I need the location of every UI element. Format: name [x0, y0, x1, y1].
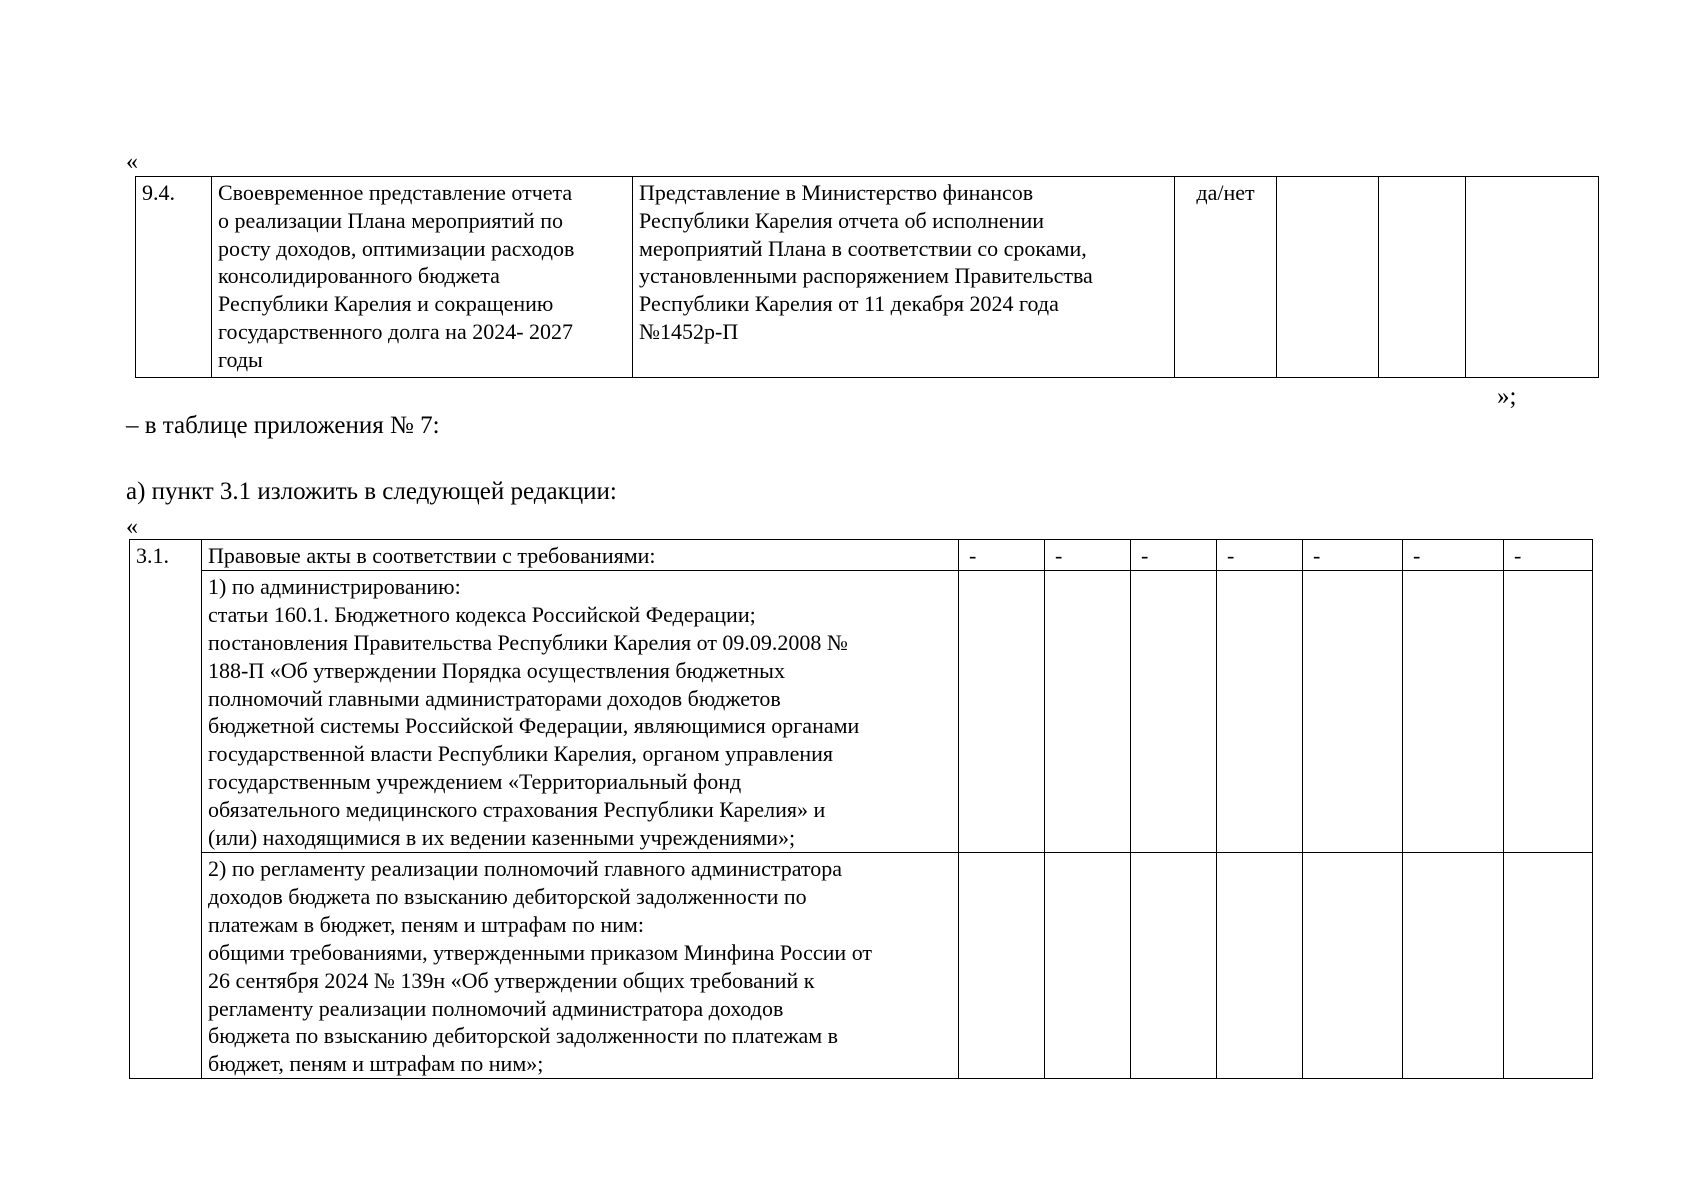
text-line: годы [218, 346, 263, 372]
dash-cell: - [1217, 540, 1303, 571]
text-line: доходов бюджета по взысканию дебиторской задолженности по [208, 883, 807, 909]
text-line: консолидированного бюджета [218, 263, 500, 289]
empty-cell [1217, 570, 1303, 852]
requirement-regulation [202, 852, 959, 1078]
text-line: 188-П «Об утверждении Порядка осуществления бюджетных [208, 657, 785, 683]
empty-cell [1379, 177, 1466, 378]
text-line: бюджетной системы Российской Федерации, являющимися органами [208, 713, 860, 739]
dash-cell: - [959, 540, 1045, 571]
item-indicator-lines [639, 179, 1168, 346]
empty-cell [1131, 570, 1217, 852]
text-line: Республики Карелия от 11 декабря 2024 года [639, 291, 1059, 317]
table-row [130, 852, 1593, 1078]
table-item-9-4 [135, 176, 1599, 378]
table-row [130, 540, 1593, 571]
text-line: Представление в Министерство финансов [639, 180, 1034, 205]
empty-cell [1466, 177, 1599, 378]
dash-cell: - [1131, 540, 1217, 571]
text-line: росту доходов, оптимизации расходов [218, 235, 575, 261]
item-description [212, 177, 633, 378]
item-indicator [633, 177, 1175, 378]
item-description-lines [218, 179, 626, 374]
text-line: Республики Карелия отчета об исполнении [639, 207, 1045, 233]
open-quote-2: « [126, 514, 138, 540]
text-line: статьи 160.1. Бюджетного кодекса Российской Федерации; [208, 601, 756, 627]
text-line: установленными распоряжением Правительства [639, 263, 1093, 289]
dash-cell: - [1504, 540, 1593, 571]
item-header: Правовые акты в соответствии с требованиями: [202, 540, 959, 571]
text-line: 1) по администрированию: [208, 573, 461, 599]
text-line: государственной власти Республики Карелия, органом управления [208, 741, 834, 767]
text-line: Республики Карелия и сокращению [218, 291, 554, 317]
close-quote-1: »; [1497, 383, 1517, 410]
requirement-regulation-lines [208, 855, 952, 1078]
text-line: №1452р-П [639, 318, 739, 344]
text-line: о реализации Плана мероприятий по [218, 207, 563, 233]
empty-cell [1131, 852, 1217, 1078]
empty-cell [1045, 570, 1131, 852]
appendix-line: – в таблице приложения № 7: [126, 412, 440, 439]
empty-cell [1217, 852, 1303, 1078]
text-line: 26 сентября 2024 № 139н «Об утверждении общих требований к [208, 967, 815, 993]
empty-cell [959, 570, 1045, 852]
empty-cell [1045, 852, 1131, 1078]
dash-cell: - [1303, 540, 1403, 571]
text-line: постановления Правительства Республики Карелия от 09.09.2008 № [208, 629, 848, 655]
empty-cell [1277, 177, 1379, 378]
dash-cell: - [1403, 540, 1504, 571]
text-line: 2) по регламенту реализации полномочий главного администратора [208, 855, 843, 881]
table-row [130, 570, 1593, 852]
item-number: 9.4. [136, 177, 212, 378]
text-line: общими требованиями, утвержденными приказом Минфина России от [208, 939, 873, 965]
text-line: Своевременное представление отчета [218, 180, 573, 205]
dash-cell: - [1045, 540, 1131, 571]
item-number: 3.1. [130, 540, 202, 1079]
table-item-3-1 [129, 539, 1593, 1079]
text-line: обязательного медицинского страхования Республики Карелия» и [208, 797, 826, 823]
text-line: полномочий главными администраторами доходов бюджетов [208, 685, 781, 711]
empty-cell [1403, 570, 1504, 852]
requirement-administration-lines [208, 573, 952, 852]
empty-cell [1403, 852, 1504, 1078]
empty-cell [959, 852, 1045, 1078]
table-row [136, 177, 1599, 378]
text-line: мероприятий Плана в соответствии со сроками, [639, 235, 1087, 261]
text-line: платежам в бюджет, пеням и штрафам по ним: [208, 911, 644, 937]
item-unit: да/нет [1175, 177, 1277, 378]
text-line: регламенту реализации полномочий администратора доходов [208, 995, 784, 1021]
open-quote-1: « [126, 149, 138, 175]
text-line: бюджет, пеням и штрафам по ним»; [208, 1051, 544, 1077]
requirement-administration [202, 570, 959, 852]
text-line: государственного долга на 2024- 2027 [218, 318, 574, 344]
text-line: государственным учреждением «Территориальный фонд [208, 769, 742, 795]
empty-cell [1303, 852, 1403, 1078]
text-line: (или) находящимися в их ведении казенными учреждениями»; [208, 825, 796, 851]
empty-cell [1504, 852, 1593, 1078]
empty-cell [1504, 570, 1593, 852]
empty-cell [1303, 570, 1403, 852]
text-line: бюджета по взысканию дебиторской задолженности по платежам в [208, 1023, 839, 1049]
point-line: а) пункт 3.1 изложить в следующей редакции: [126, 478, 617, 505]
